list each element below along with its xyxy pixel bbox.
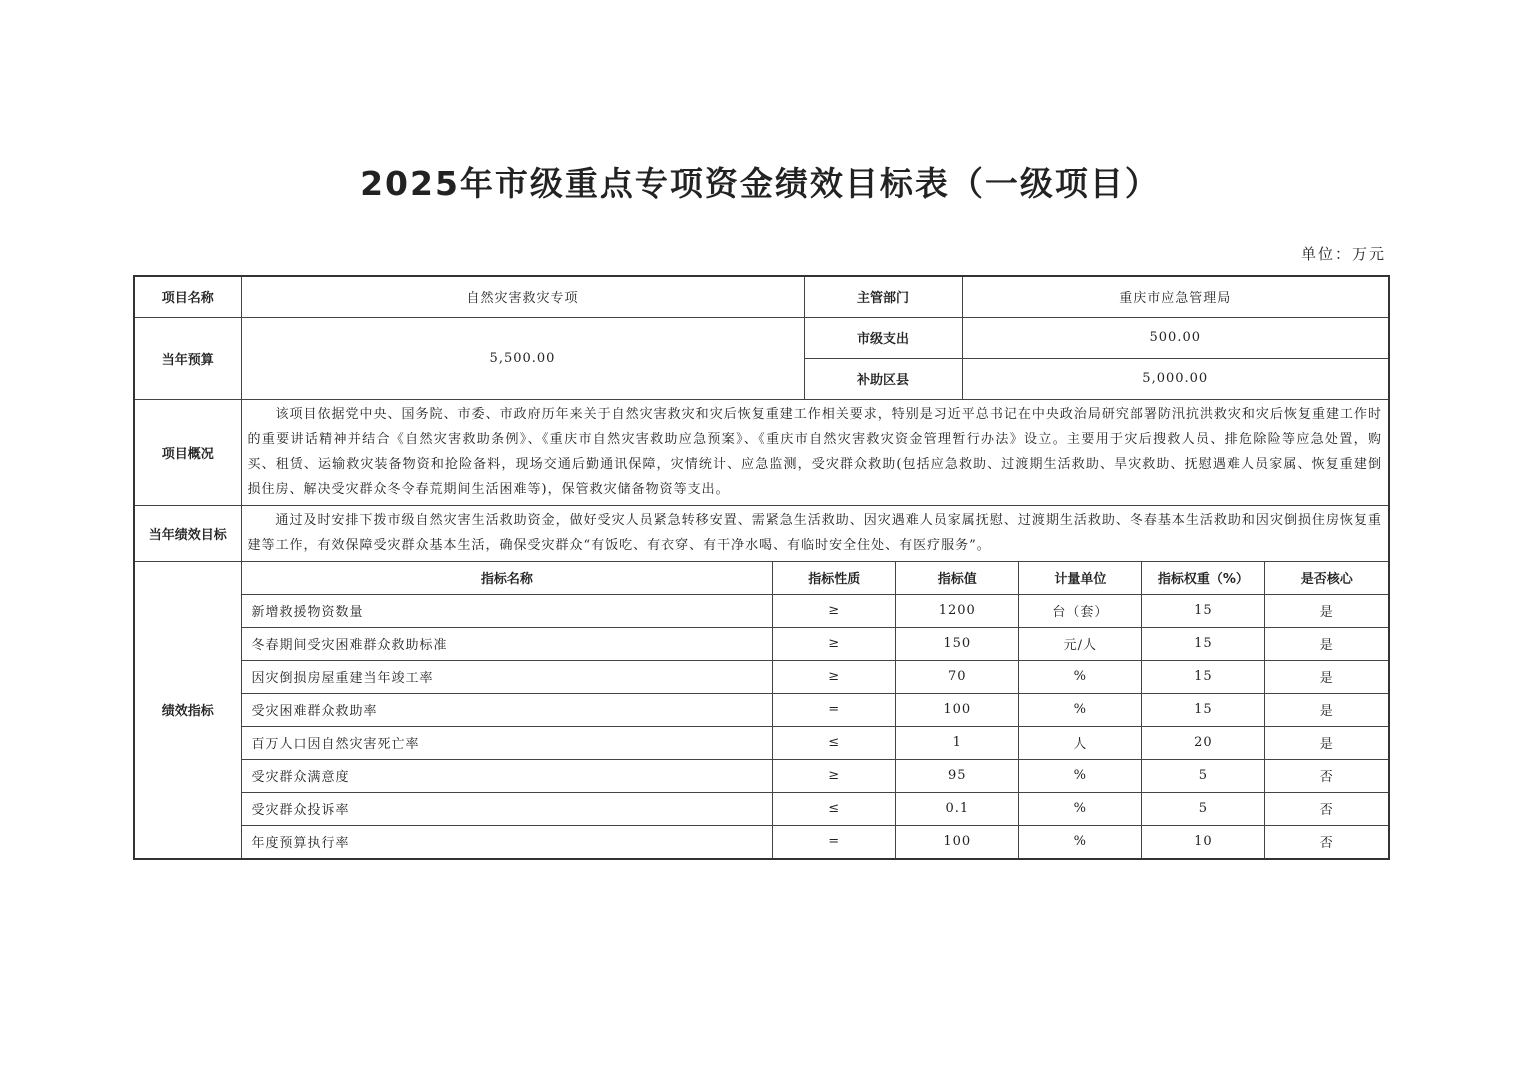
unit-label: 单位：万元	[1300, 245, 1386, 263]
table-row	[242, 660, 1389, 693]
indicator-unit: %	[1019, 660, 1142, 693]
indicator-value: 0.1	[896, 792, 1019, 825]
indicator-weight: 15	[1142, 627, 1265, 660]
indicator-type: ≥	[773, 594, 896, 627]
overview-label: 项目概况	[134, 399, 241, 505]
indicator-weight: 15	[1142, 660, 1265, 693]
indicators-cell	[241, 561, 1389, 859]
table-row	[242, 825, 1389, 858]
dept-value: 重庆市应急管理局	[962, 276, 1389, 317]
subsidy-value: 5,000.00	[962, 358, 1389, 399]
indicator-type: =	[773, 825, 896, 858]
subsidy-label: 补助区县	[804, 358, 962, 399]
indicator-name: 百万人口因自然灾害死亡率	[242, 726, 773, 759]
indicators-label: 绩效指标	[134, 561, 241, 859]
goal-label: 当年绩效目标	[134, 505, 241, 561]
indicator-value: 1200	[896, 594, 1019, 627]
city-expense-label: 市级支出	[804, 317, 962, 358]
indicator-core: 是	[1265, 693, 1388, 726]
budget-value: 5,500.00	[241, 317, 804, 399]
indicator-unit: %	[1019, 693, 1142, 726]
indicator-unit: %	[1019, 825, 1142, 858]
indicator-unit: 人	[1019, 726, 1142, 759]
indicator-core: 是	[1265, 594, 1388, 627]
indicator-name: 年度预算执行率	[242, 825, 773, 858]
indicator-type: =	[773, 693, 896, 726]
indicator-name: 受灾群众满意度	[242, 759, 773, 792]
city-expense-value: 500.00	[962, 317, 1389, 358]
indicator-name: 新增救援物资数量	[242, 594, 773, 627]
indicator-core: 是	[1265, 660, 1388, 693]
header-core: 是否核心	[1265, 562, 1388, 595]
overview-text: 该项目依据党中央、国务院、市委、市政府历年来关于自然灾害救灾和灾后恢复重建工作相关要求，特别是习近平总书记在中央政治局研究部署防汛抗洪救灾和灾后恢复重建工作时的重要讲话精神并结合《自然灾害救助条例》、《重庆市自然灾害救助应急预案》、《重庆市自然灾害救灾资金管理暂行办法》设立。主要用于灾后搜救人员、排危除险等应急处置，购买、租赁、运输救灾装备物资和抢险备料，现场交通后勤通讯保障，灾情统计、应急监测，受灾群众救助(包括应急救助、过渡期生活救助、旱灾救助、抚慰遇难人员家属、恢复重建倒损住房、解决受灾群众冬令春荒期间生活困难等)，保管救灾储备物资等支出。	[241, 399, 1389, 505]
goal-text: 通过及时安排下拨市级自然灾害生活救助资金，做好受灾人员紧急转移安置、需紧急生活救助、因灾遇难人员家属抚慰、过渡期生活救助、冬春基本生活救助和因灾倒损住房恢复重建等工作，有效保障受灾群众基本生活，确保受灾群众“有饭吃、有衣穿、有干净水喝、有临时安全住处、有医疗服务”。	[241, 505, 1389, 561]
indicator-type: ≥	[773, 627, 896, 660]
dept-label: 主管部门	[804, 276, 962, 317]
indicator-value: 95	[896, 759, 1019, 792]
indicator-value: 70	[896, 660, 1019, 693]
indicator-unit: %	[1019, 759, 1142, 792]
indicator-value: 100	[896, 693, 1019, 726]
page-title: 2025年市级重点专项资金绩效目标表（一级项目）	[360, 164, 1160, 203]
indicator-unit: %	[1019, 792, 1142, 825]
indicators-table	[242, 562, 1389, 858]
indicator-value: 150	[896, 627, 1019, 660]
indicator-unit: 台（套）	[1019, 594, 1142, 627]
performance-table	[133, 275, 1390, 860]
table-row	[242, 594, 1389, 627]
indicator-type: ≤	[773, 792, 896, 825]
indicators-header-row	[242, 562, 1389, 595]
indicator-weight: 15	[1142, 594, 1265, 627]
indicator-core: 否	[1265, 792, 1388, 825]
indicator-unit: 元/人	[1019, 627, 1142, 660]
project-name-label: 项目名称	[134, 276, 241, 317]
indicator-name: 受灾困难群众救助率	[242, 693, 773, 726]
indicator-weight: 5	[1142, 792, 1265, 825]
indicator-type: ≥	[773, 759, 896, 792]
indicator-core: 否	[1265, 759, 1388, 792]
header-indicator-type: 指标性质	[773, 562, 896, 595]
header-indicator-name: 指标名称	[242, 562, 773, 595]
indicator-weight: 10	[1142, 825, 1265, 858]
indicator-value: 100	[896, 825, 1019, 858]
header-unit: 计量单位	[1019, 562, 1142, 595]
table-row	[242, 726, 1389, 759]
indicator-weight: 5	[1142, 759, 1265, 792]
table-row	[242, 792, 1389, 825]
table-row	[242, 627, 1389, 660]
table-row	[242, 693, 1389, 726]
indicator-weight: 20	[1142, 726, 1265, 759]
indicator-name: 受灾群众投诉率	[242, 792, 773, 825]
budget-label: 当年预算	[134, 317, 241, 399]
indicator-core: 是	[1265, 627, 1388, 660]
table-row	[242, 759, 1389, 792]
indicator-type: ≤	[773, 726, 896, 759]
project-name-value: 自然灾害救灾专项	[241, 276, 804, 317]
indicator-core: 是	[1265, 726, 1388, 759]
indicator-name: 因灾倒损房屋重建当年竣工率	[242, 660, 773, 693]
header-indicator-value: 指标值	[896, 562, 1019, 595]
indicator-core: 否	[1265, 825, 1388, 858]
indicator-weight: 15	[1142, 693, 1265, 726]
indicator-name: 冬春期间受灾困难群众救助标准	[242, 627, 773, 660]
indicator-type: ≥	[773, 660, 896, 693]
indicator-value: 1	[896, 726, 1019, 759]
header-weight: 指标权重（%）	[1142, 562, 1265, 595]
